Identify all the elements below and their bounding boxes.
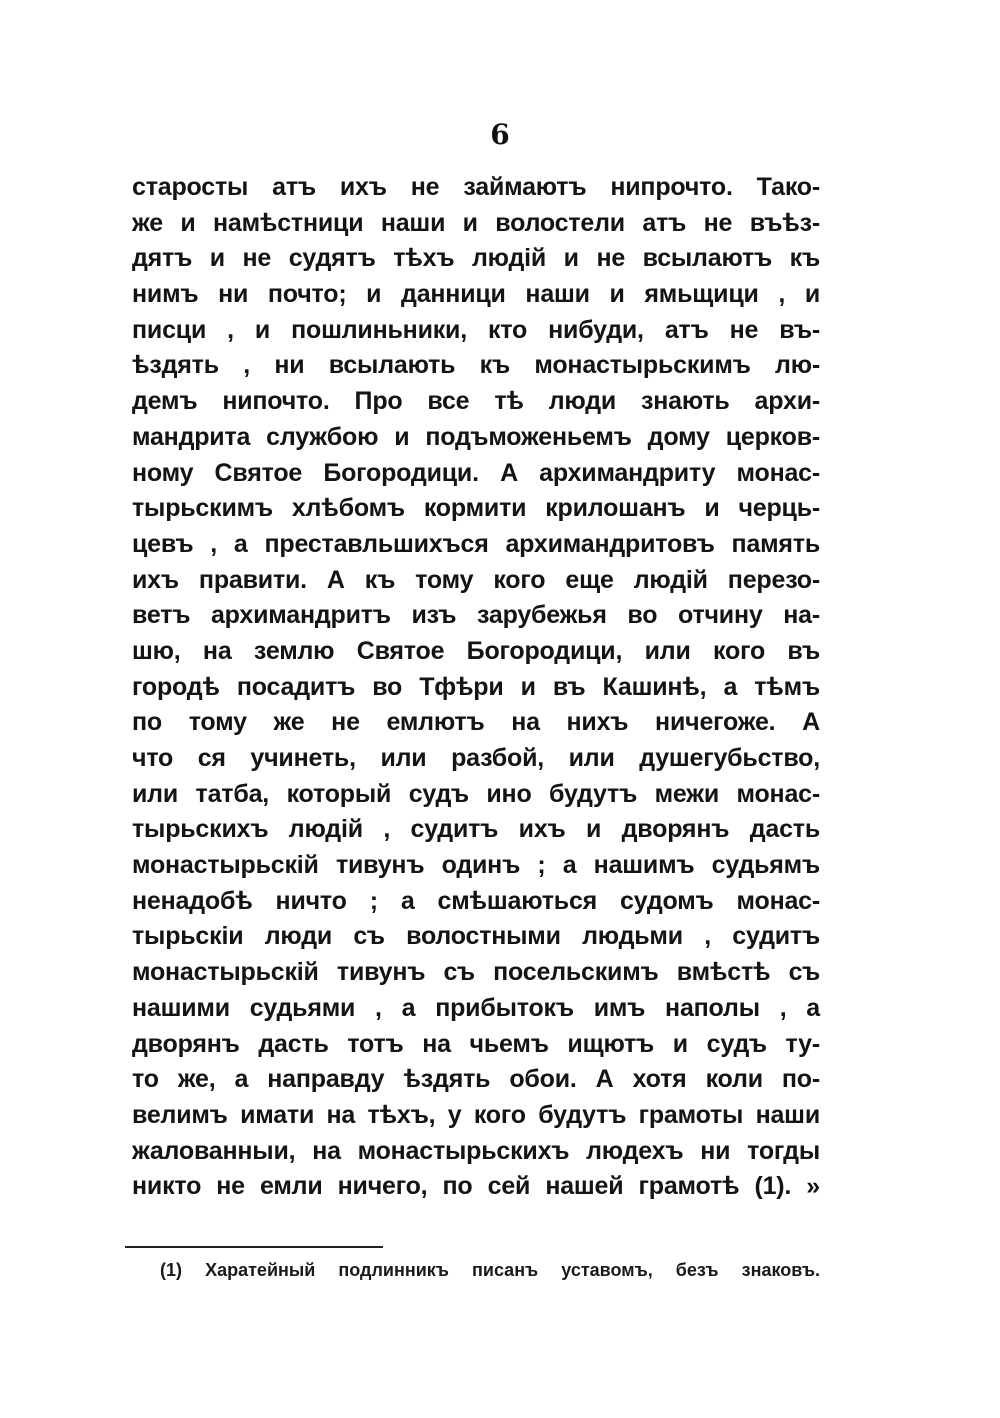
text-line: нимъ ни почто; и данници наши и ямьщици , и — [132, 280, 820, 309]
text-line: тырьскихъ людій , судитъ ихъ и дворянъ дасть — [132, 815, 820, 844]
text-line: ненадобѣ ничто ; а смѣшаються судомъ монас- — [132, 886, 820, 915]
text-line: дятъ и не судятъ тѣхъ людій и не всылаютъ къ — [132, 244, 820, 273]
text-line: то же, а направду ѣздять обои. А хотя коли по- — [132, 1065, 820, 1094]
text-line: или татба, который судъ ино будутъ межи монас- — [132, 779, 820, 808]
text-line: что ся учинеть, или разбой, или душегубьство, — [132, 744, 820, 772]
text-line: же и намѣстници наши и волостели атъ не въѣз- — [132, 208, 820, 237]
text-line: нашими судьями , а прибытокъ имъ наполы , а — [132, 993, 820, 1022]
text-line: велимъ имати на тѣхъ, у кого будутъ грамоты наши — [132, 1100, 820, 1129]
text-line: городѣ посадитъ во Тфѣри и въ Кашинѣ, а тѣмъ — [132, 672, 820, 701]
body-text — [132, 170, 820, 1205]
text-line: монастырьскій тивунъ съ посельскимъ вмѣстѣ съ — [132, 958, 820, 987]
text-line: ѣздять , ни всылають къ монастырьскимъ лю- — [132, 351, 820, 380]
text-line: жалованныи, на монастырьскихъ людехъ ни тогды — [132, 1136, 820, 1165]
text-line: старосты атъ ихъ не займаютъ нипрочто. Тако- — [132, 173, 820, 201]
page-number: 6 — [490, 118, 510, 151]
text-line: цевъ , а преставльшихъся архимандритовъ память — [132, 529, 820, 558]
footnote-divider — [125, 1246, 383, 1248]
text-line: ихъ правити. А къ тому кого еще людій перезо- — [132, 565, 820, 594]
footnote: (1) Харатейный подлинникъ писанъ уставомъ, безъ знаковъ. — [160, 1260, 820, 1280]
text-line: дворянъ дасть тотъ на чьемъ ищютъ и судъ ту- — [132, 1029, 820, 1058]
text-line: никто не емли ничего, по сей нашей грамотѣ (1). » — [132, 1172, 820, 1201]
text-line: тырьскимъ хлѣбомъ кормити крилошанъ и черць- — [132, 494, 820, 523]
text-line: ному Святое Богородици. А архимандриту монас- — [132, 458, 820, 487]
text-line: мандрита службою и подъможеньемъ дому церков- — [132, 422, 820, 451]
text-line: шю, на землю Святое Богородици, или кого въ — [132, 636, 820, 665]
text-line: демъ нипочто. Про все тѣ люди знають архи- — [132, 387, 820, 416]
text-line: по тому же не емлютъ на нихъ ничегоже. А — [132, 708, 820, 737]
text-line: писци , и пошлиньники, кто нибуди, атъ не въ- — [132, 315, 820, 344]
text-line: монастырьскій тивунъ одинъ ; а нашимъ судьямъ — [132, 851, 820, 880]
text-line: тырьскіи люди съ волостными людьми , судитъ — [132, 922, 820, 951]
text-line: ветъ архимандритъ изъ зарубежья во отчину на- — [132, 601, 820, 630]
